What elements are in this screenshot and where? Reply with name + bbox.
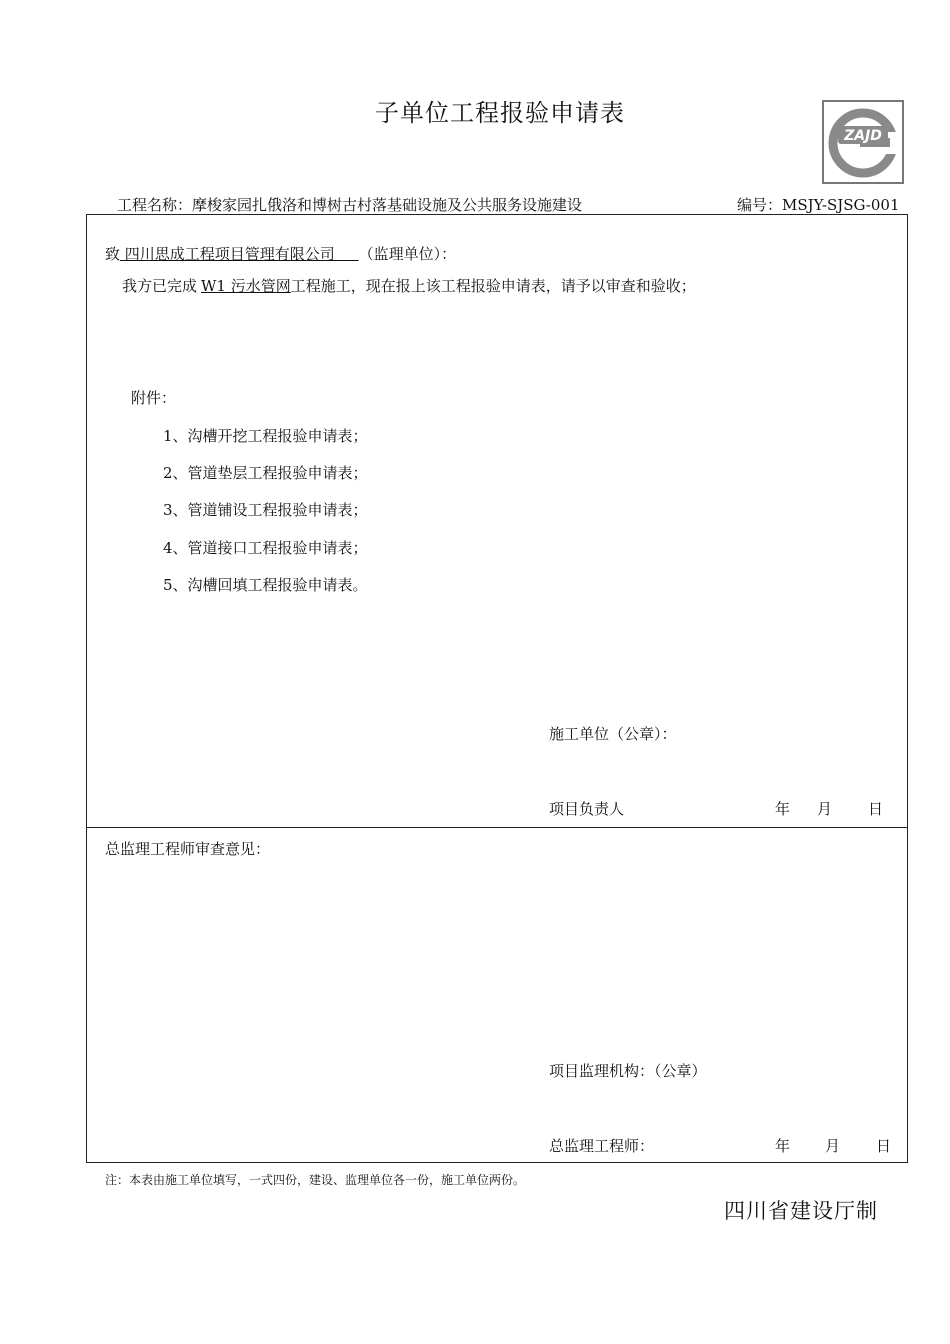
attachment-item: 5、沟槽回填工程报验申请表。 [163,576,368,594]
supervision-org-label: 项目监理机构：（公章） [549,1062,707,1080]
chief-opinion-label: 总监理工程师审查意见： [105,840,271,858]
project-name: 摩梭家园扎俄洛和博树古村落基础设施及公共服务设施建设 [192,196,583,214]
addressee-line [105,243,456,264]
chief-engineer-label: 总监理工程师： [549,1137,655,1155]
logo-text: ZAJD [844,128,882,144]
contractor-seal-label: 施工单位（公章）： [549,725,677,743]
supervisor-suffix: （监理单位）： [358,245,457,263]
supervisor-company: 四川思成工程项目管理有限公司 [120,245,359,263]
zajd-logo-icon [822,100,904,184]
work-item: W1 污水管网 [201,277,291,295]
statement-prefix: 我方已完成 [122,277,198,295]
attachment-item: 3、管道铺设工程报验申请表； [163,501,368,519]
form-number-line [737,194,900,215]
project-name-line [117,194,582,215]
project-label: 工程名称： [117,196,193,214]
attachment-item: 4、管道接口工程报验申请表； [163,539,368,557]
form-title: 子单位工程报验申请表 [375,99,625,127]
form-number: MSJY-SJSG-001 [782,196,900,214]
statement-suffix: 工程施工，现在报上该工程报验申请表，请予以审查和验收； [290,277,696,295]
attachments-label: 附件： [131,389,177,407]
date-month-label: 月 [817,800,833,818]
project-manager-label: 项目负责人 [549,800,625,818]
date-year-label: 年 [775,1137,791,1155]
date-month-label: 月 [825,1137,841,1155]
attachment-item: 2、管道垫层工程报验申请表； [163,464,368,482]
to-prefix: 致 [105,245,121,263]
footer-note: 注：本表由施工单位填写，一式四份，建设、监理单位各一份，施工单位两份。 [105,1173,526,1187]
attachment-item: 1、沟槽开挖工程报验申请表； [163,427,368,445]
date-day-label: 日 [876,1137,892,1155]
number-label: 编号： [737,196,783,214]
date-day-label: 日 [868,800,884,818]
zajd-logo-graphic [824,102,902,182]
statement-line [122,275,696,296]
section-divider [87,827,907,828]
form-table [86,214,908,1163]
issuer-label: 四川省建设厅制 [724,1199,878,1223]
date-year-label: 年 [775,800,791,818]
